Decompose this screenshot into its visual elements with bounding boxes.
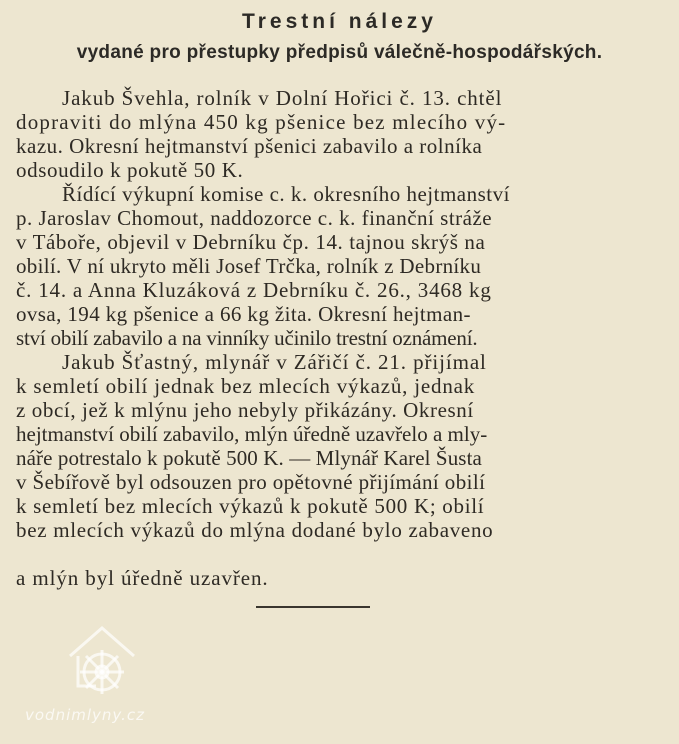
watermark-text: vodnimlyny.cz: [25, 706, 146, 724]
text-line: v Šebířově byl odsouzen pro opětovné přijímání obilí: [16, 470, 486, 494]
text-line: Jakub Švehla, rolník v Dolní Hořici č. 13. chtěl: [62, 86, 503, 110]
text-line: p. Jaroslav Chomout, naddozorce c. k. finanční stráže: [16, 206, 493, 230]
text-line: bez mlecích výkazů do mlýna dodané bylo zabaveno: [16, 518, 494, 542]
article-title: Trestní nálezy: [242, 10, 437, 33]
text-line: ovsa, 194 kg pšenice a 66 kg žita. Okresní hejtman-: [16, 302, 471, 326]
text-line: ství obilí zabavilo a na vinníky učinilo trestní oznámení.: [16, 326, 478, 350]
text-line: k semletí obilí jednak bez mlecích výkazů, jednak: [16, 374, 476, 398]
text-line: hejtmanství obilí zabavilo, mlýn úředně uzavřelo a mly-: [16, 422, 488, 446]
text-line: a mlýn byl úředně uzavřen.: [16, 566, 269, 590]
text-line: v Táboře, objevil v Debrníku čp. 14. tajnou skrýš na: [16, 230, 486, 254]
text-line: dopraviti do mlýna 450 kg pšenice bez mlecího vý-: [16, 110, 507, 134]
text-line: obilí. V ní ukryto měli Josef Trčka, rolník z Debrníku: [16, 254, 482, 278]
closing-rule: [256, 606, 370, 608]
text-line: odsoudilo k pokutě 50 K.: [16, 158, 244, 182]
mill-wheel-icon: [56, 616, 148, 708]
text-line: k semletí bez mlecích výkazů k pokutě 500 K; obilí: [16, 494, 485, 518]
text-line: Jakub Šťastný, mlynář v Zářičí č. 21. přijímal: [62, 350, 487, 374]
article-subtitle: vydané pro přestupky předpisů válečně-hospodářských.: [76, 42, 603, 63]
text-line: Řídící výkupní komise c. k. okresního hejtmanství: [62, 182, 510, 206]
text-line: náře potrestalo k pokutě 500 K. — Mlynář Karel Šusta: [16, 446, 482, 470]
text-line: z obcí, jež k mlýnu jeho nebyly přikázány. Okresní: [16, 398, 474, 422]
text-line: kazu. Okresní hejtmanství pšenici zabavilo a rolníka: [16, 134, 483, 158]
text-line: č. 14. a Anna Kluzáková z Debrníku č. 26., 3468 kg: [16, 278, 492, 302]
